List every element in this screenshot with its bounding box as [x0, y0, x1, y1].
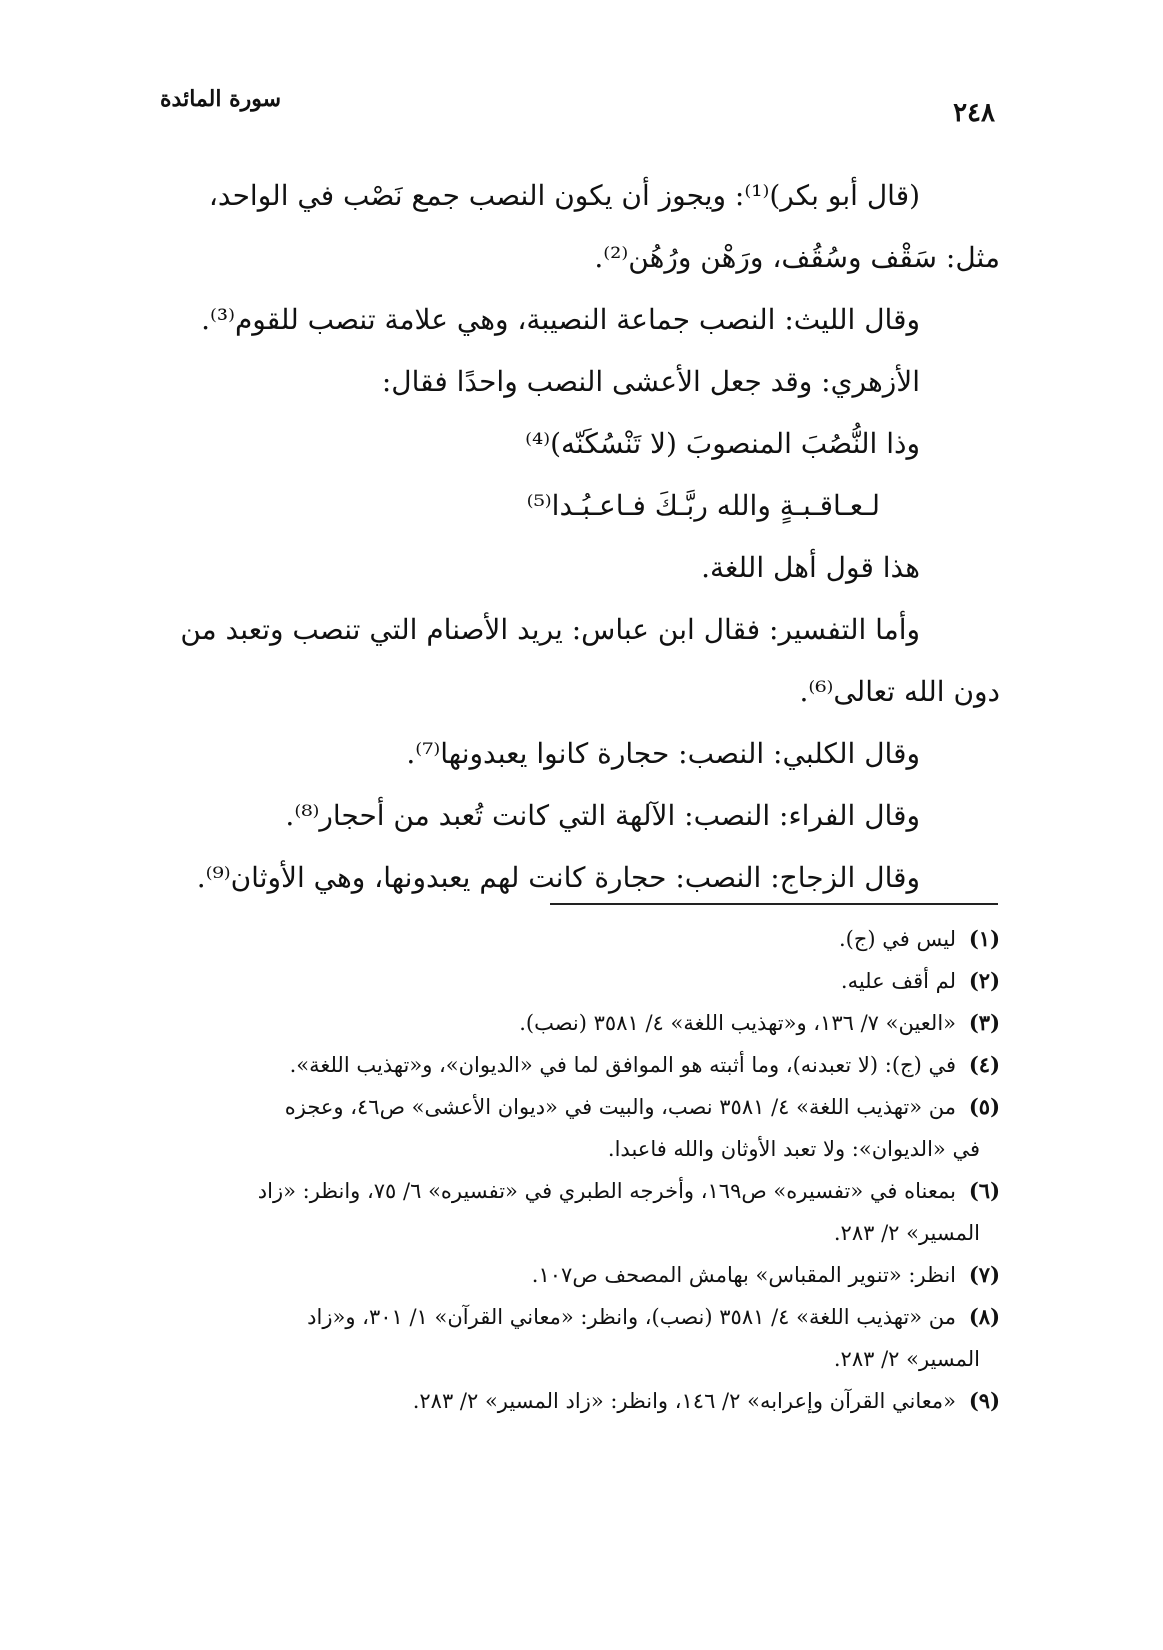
- footnote-text: في (ج): (لا تعبدنه)، وما أثبته هو الموافق لما في «الديوان»، و«تهذيب اللغة».: [289, 1053, 956, 1077]
- footnote-number: (٩): [968, 1388, 1000, 1413]
- footnote: [108, 1296, 1000, 1338]
- footnote-number: (٢): [968, 968, 1000, 993]
- page-header: [160, 80, 995, 140]
- footnote: [108, 1170, 1000, 1212]
- footnote-continuation: المسير» ٢/ ٢٨٣.: [833, 1347, 980, 1371]
- footnote-text: انظر: «تنوير المقباس» بهامش المصحف ص١٠٧.: [531, 1263, 956, 1287]
- text-line: وقال الزجاج: النصب: حجارة كانت لهم يعبدونها، وهي الأوثان⁽⁹⁾.: [196, 861, 920, 894]
- footnote: [108, 1380, 1000, 1422]
- footnote-number: (٨): [968, 1304, 1000, 1329]
- text-line: هذا قول أهل اللغة.: [701, 551, 920, 584]
- footnote-text: بمعناه في «تفسيره» ص١٦٩، وأخرجه الطبري في «تفسيره» ٦/ ٧٥، وانظر: «زاد: [257, 1179, 956, 1203]
- text-line: دون الله تعالى⁽⁶⁾.: [799, 675, 1000, 708]
- footnote-number: (١): [968, 926, 1000, 951]
- footnote-text: لم أقف عليه.: [840, 969, 956, 993]
- poem-line: وذا النُّصُبَ المنصوبَ (لا تَنْسُكَنّه)⁽⁴⁾: [525, 427, 920, 460]
- text-line: وقال الفراء: النصب: الآلهة التي كانت تُعبد من أحجار⁽⁸⁾.: [285, 799, 920, 832]
- footnote-text: «العين» ٧/ ١٣٦، و«تهذيب اللغة» ٤/ ٣٥٨١ (نصب).: [519, 1011, 956, 1035]
- text-line: (قال أبو بكر)⁽¹⁾: ويجوز أن يكون النصب جمع نَصْب في الواحد،: [208, 179, 920, 212]
- footnote-continuation: المسير» ٢/ ٢٨٣.: [833, 1221, 980, 1245]
- footnote-number: (٧): [968, 1262, 1000, 1287]
- chapter-title: سورة المائدة: [160, 86, 282, 112]
- footnote-text: من «تهذيب اللغة» ٤/ ٣٥٨١ (نصب)، وانظر: «معاني القرآن» ١/ ٣٠١، و«زاد: [307, 1305, 956, 1329]
- footnote: [108, 1044, 1000, 1086]
- footnote-text: من «تهذيب اللغة» ٤/ ٣٥٨١ نصب، والبيت في «ديوان الأعشى» ص٤٦، وعجزه: [284, 1095, 956, 1119]
- footnote: [108, 1254, 1000, 1296]
- text-line: وقال الليث: النصب جماعة النصيبة، وهي علامة تنصب للقوم⁽³⁾.: [201, 303, 920, 336]
- footnotes: [108, 918, 1000, 1422]
- footnote: [108, 918, 1000, 960]
- text-line: وأما التفسير: فقال ابن عباس: يريد الأصنام التي تنصب وتعبد من: [180, 613, 920, 646]
- footnote-number: (٦): [968, 1178, 1000, 1203]
- main-text: [108, 165, 1000, 909]
- text-line: وقال الكلبي: النصب: حجارة كانوا يعبدونها⁽⁷⁾.: [406, 737, 920, 770]
- footnote: [108, 1086, 1000, 1128]
- text-line: الأزهري: وقد جعل الأعشى النصب واحدًا فقال:: [381, 365, 920, 398]
- poem-line: لـعـاقـبـةٍ والله ربَّـكَ فـاعـبُـدا⁽⁵⁾: [526, 489, 880, 522]
- footnote: [108, 960, 1000, 1002]
- footnote-text: ليس في (ج).: [838, 927, 956, 951]
- footnote-continuation: في «الديوان»: ولا تعبد الأوثان والله فاعبدا.: [607, 1137, 980, 1161]
- text-line: مثل: سَقْف وسُقُف، ورَهْن ورُهُن⁽²⁾.: [594, 241, 1000, 274]
- footnote: [108, 1002, 1000, 1044]
- footnote-number: (٤): [968, 1052, 1000, 1077]
- footnote-number: (٣): [968, 1010, 1000, 1035]
- footnote-text: «معاني القرآن وإعرابه» ٢/ ١٤٦، وانظر: «زاد المسير» ٢/ ٢٨٣.: [412, 1389, 956, 1413]
- page-number: ٢٤٨: [953, 98, 995, 128]
- footnote-divider: [550, 903, 998, 905]
- footnote-number: (٥): [968, 1094, 1000, 1119]
